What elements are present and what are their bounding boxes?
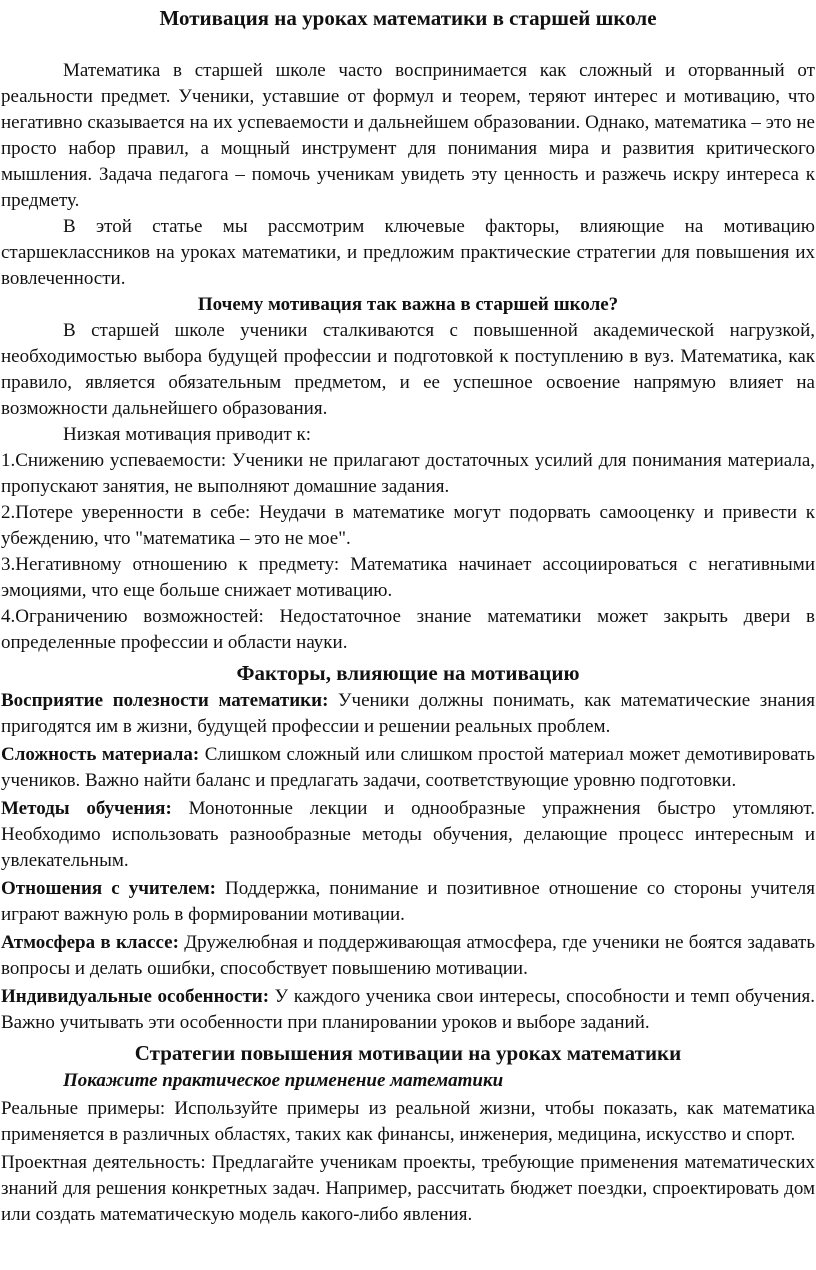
factor-item [1, 984, 815, 1036]
document-page [0, 4, 816, 1270]
title-spacer [1, 32, 815, 58]
factor-term: Отношения с учителем: [1, 878, 217, 899]
strategy-paragraph: Реальные примеры: Используйте примеры из реальной жизни, чтобы показать, как математика применяется в различных областях, таких как финансы, инженерия, медицина, искусство и спорт. [1, 1098, 815, 1145]
factor-text: Дружелюбная и поддерживающая атмосфера, где ученики не боятся задавать вопросы и делать ошибки, способствует повышению мотивации. [1, 932, 816, 979]
intro-paragraph-1: Математика в старшей школе часто воспринимается как сложный и оторванный от реальности предмет. Ученики, уставшие от формул и теорем, теряют интерес и мотивацию, что негативно сказывается на их успеваемости и дальнейшем образовании. Однако, математика – это не просто набор правил, а мощный инструмент для понимания мира и развития критического мышления. Задача педагога – помочь ученикам увидеть эту ценность и разжечь искру интереса к предмету. [1, 60, 815, 211]
strategies-subheading: Покажите практическое применение математики [63, 1070, 504, 1091]
list-item: 1.Снижению успеваемости: Ученики не прилагают достаточных усилий для понимания материала, пропускают занятия, не выполняют домашние задания. [1, 450, 815, 497]
strategies-heading: Стратегии повышения мотивации на уроках математики [134, 1041, 682, 1065]
factor-item [1, 742, 815, 794]
factor-text: У каждого ученика свои интересы, способности и темп обучения. Важно учитывать эти особенности при планировании уроков и выборе заданий. [1, 986, 815, 1033]
factor-text: Слишком сложный или слишком простой материал может демотивировать учеников. Важно найти баланс и предлагать задачи, соответствующие уровню подготовки. [1, 744, 816, 791]
list-item: 4.Ограничению возможностей: Недостаточное знание математики может закрыть двери в определенные профессии и области науки. [1, 606, 815, 653]
factor-text: Ученики должны понимать, как математические знания пригодятся им в жизни, будущей профессии и решении реальных проблем. [1, 690, 815, 737]
factors-heading: Факторы, влияющие на мотивацию [236, 661, 580, 685]
factor-term: Индивидуальные особенности: [1, 986, 270, 1007]
factor-term: Восприятие полезности математики: [1, 690, 329, 711]
why-paragraph: В старшей школе ученики сталкиваются с повышенной академической нагрузкой, необходимостью выбора будущей профессии и подготовкой к поступлению в вуз. Математика, как правило, является обязательным предметом, и ее успешное освоение напрямую влияет на возможности дальнейшего образования. [1, 320, 815, 419]
factor-item [1, 876, 815, 928]
factor-item [1, 796, 815, 874]
factor-term: Сложность материала: [1, 744, 200, 765]
factor-term: Атмосфера в классе: [1, 932, 179, 953]
factor-text: Поддержка, понимание и позитивное отношение со стороны учителя играют важную роль в формировании мотивации. [1, 878, 815, 925]
why-lead: Низкая мотивация приводит к: [63, 424, 312, 445]
list-item: 3.Негативному отношению к предмету: Математика начинает ассоциироваться с негативными эмоциями, что еще больше снижает мотивацию. [1, 554, 815, 601]
factor-item [1, 688, 815, 740]
list-item: 2.Потере уверенности в себе: Неудачи в математике могут подорвать самооценку и привести к убеждению, что "математика – это не мое". [1, 502, 815, 549]
factor-text: Монотонные лекции и однообразные упражнения быстро утомляют. Необходимо использовать разнообразные методы обучения, делающие процесс интересным и увлекательным. [1, 798, 815, 871]
strategy-paragraph: Проектная деятельность: Предлагайте ученикам проекты, требующие применения математических знаний для решения конкретных задач. Например, рассчитать бюджет поездки, спроектировать дом или создать математическую модель какого-либо явления. [1, 1152, 815, 1225]
factor-item [1, 930, 815, 982]
why-heading: Почему мотивация так важна в старшей школе? [197, 294, 619, 315]
intro-paragraph-2: В этой статье мы рассмотрим ключевые факторы, влияющие на мотивацию старшеклассников на уроках математики, и предложим практические стратегии для повышения их вовлеченности. [1, 216, 815, 289]
factor-term: Методы обучения: [1, 798, 172, 819]
document-title: Мотивация на уроках математики в старшей школе [159, 6, 657, 30]
